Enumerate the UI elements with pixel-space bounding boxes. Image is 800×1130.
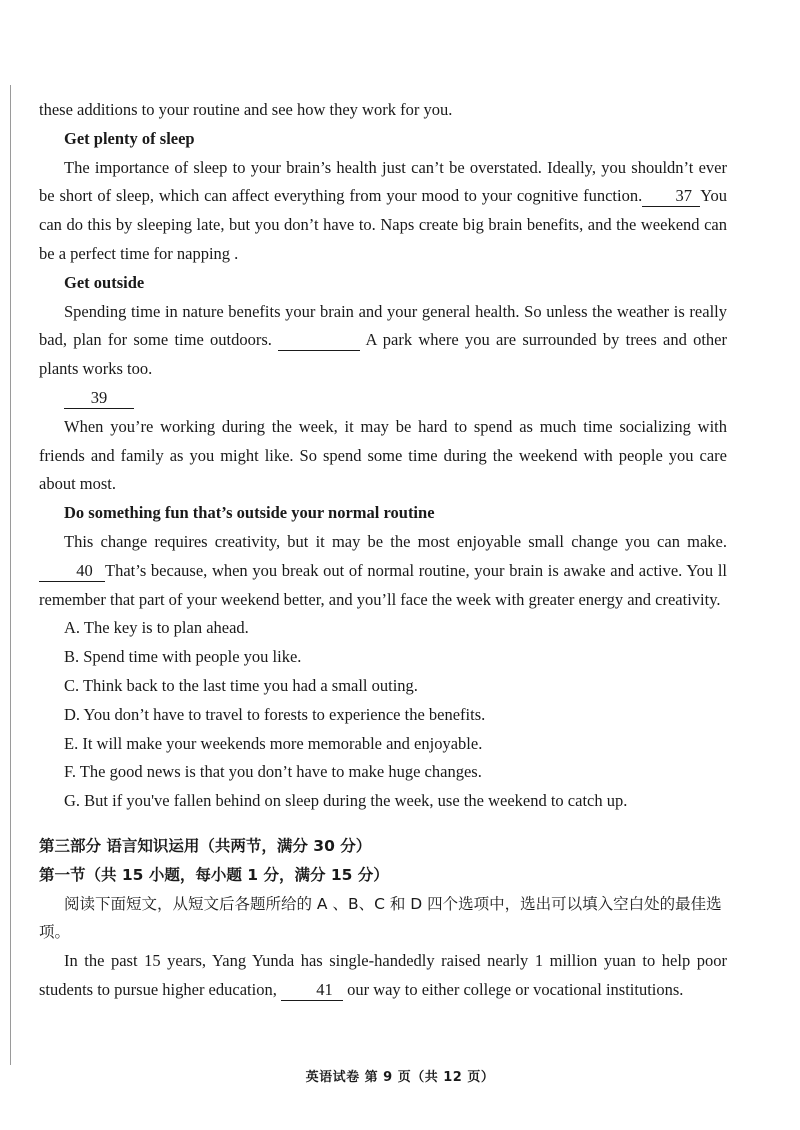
part3-section-title: 第一节（共 15 小题，每小题 1 分，满分 15 分） [39,865,389,884]
heading-sleep: Get plenty of sleep [64,128,195,148]
blank-37: 37 [642,186,700,207]
options-list [39,614,727,816]
blank-39: 39 [64,388,134,409]
yang-text-a: In the past 15 years, Yang Yunda has single-handedly raised nearly 1 million yuan to help poor students to pursue higher education, [39,951,727,999]
heading-outside: Get outside [64,272,145,292]
outside-text-b: A park where you are surrounded by trees and other plants works too. [39,330,727,379]
intro-tail-paragraph: these additions to your routine and see how they work for you. [39,100,453,119]
option-a: A. The key is to plan ahead. [64,618,249,638]
yang-text-b: our way to either college or vocational institutions. [347,979,684,999]
part3-title: 第三部分 语言知识运用（共两节，满分 30 分） [39,836,372,855]
option-d: D. You don’t have to travel to forests to experience the benefits. [64,704,486,724]
blank-39-line [39,384,727,413]
sleep-paragraph [39,154,727,269]
heading-fun: Do something fun that’s outside your normal routine [64,503,435,523]
part3-instruction: 阅读下面短文，从短文后各题所给的 A 、B、C 和 D 四个选项中，选出可以填入空白处的最佳选项。 [39,894,722,942]
left-margin-rule [10,85,11,1065]
yang-paragraph [39,947,727,1005]
option-g: G. But if you've fallen behind on sleep during the week, use the weekend to catch up. [64,791,628,811]
option-e: E. It will make your weekends more memorable and enjoyable. [64,733,483,753]
sleep-text-a: The importance of sleep to your brain’s health just can’t be overstated. Ideally, you shouldn’t ever be short of sleep, which can affect everything from your mood to your cognitive function. [39,157,727,206]
blank-41: 41 [281,980,343,1001]
option-b: B. Spend time with people you like. [64,647,302,667]
blank-38 [278,330,360,351]
blank-40: 40 [39,561,105,582]
page-footer: 英语试卷 第 9 页（共 12 页） [305,1070,495,1085]
outside-paragraph [39,298,727,384]
option-c: C. Think back to the last time you had a small outing. [64,675,418,695]
option-f: F. The good news is that you don’t have to make huge changes. [64,762,482,782]
outside-text-a: Spending time in nature benefits your brain and your general health. So unless the weather is really bad, plan for some time outdoors. [39,301,727,350]
exam-page-content [39,96,727,1005]
fun-text-a: This change requires creativity, but it may be the most enjoyable small change you can make. [64,531,727,551]
social-paragraph: When you’re working during the week, it may be hard to spend as much time socializing with friends and family as you might like. So spend some time during the weekend with people you care about most. [39,416,727,494]
fun-text-b: That’s because, when you break out of normal routine, your brain is awake and active. You ll remember that part of your weekend better, and you’ll face the week with greater energy and creativity. [39,560,727,609]
sleep-text-b: You can do this by sleeping late, but you don’t have to. Naps create big brain benefits, and the weekend can be a perfect time for napping . [39,186,727,263]
fun-paragraph [39,528,727,614]
